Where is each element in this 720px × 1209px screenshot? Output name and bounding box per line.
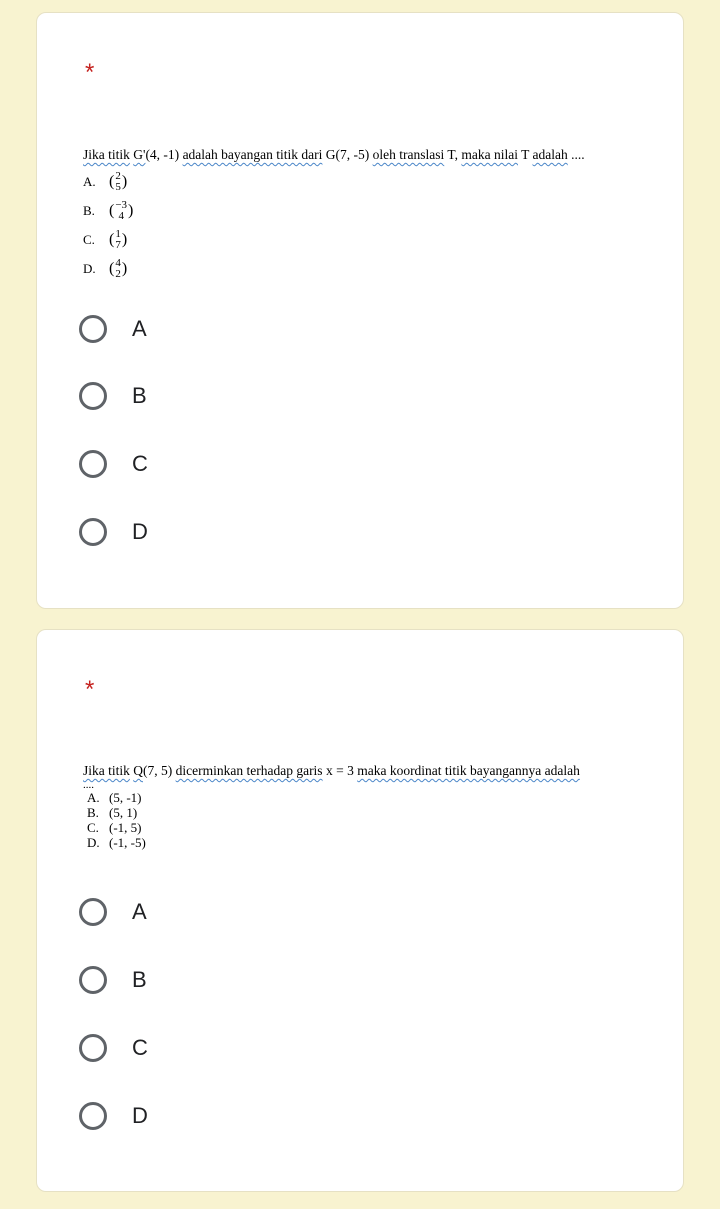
radio-button-c[interactable] — [79, 1034, 107, 1062]
option-label-a: A — [132, 899, 147, 924]
question-ellipsis: .... — [83, 779, 94, 791]
option-b[interactable] — [79, 960, 147, 1000]
option-label-a: A — [132, 316, 147, 341]
radio-button-c[interactable] — [79, 450, 107, 478]
choice-line-b: B. ( −3 4 ) — [83, 198, 134, 222]
option-label-d: D — [132, 1103, 148, 1128]
required-asterisk: * — [85, 676, 95, 703]
option-label-b: B — [132, 967, 147, 992]
required-asterisk: * — [85, 59, 95, 86]
radio-button-a[interactable] — [79, 898, 107, 926]
option-c[interactable] — [79, 1028, 148, 1068]
option-d[interactable] — [79, 512, 148, 552]
question-text-1: Jika titik G'(4, -1) adalah bayangan titik dari G(7, -5) oleh translasi T, maka nilai T adalah .... — [83, 147, 585, 162]
option-label-d: D — [132, 519, 148, 544]
radio-button-b[interactable] — [79, 382, 107, 410]
option-label-c: C — [132, 1035, 148, 1060]
option-a[interactable] — [79, 892, 147, 932]
question-card-1 — [36, 12, 684, 609]
choice-line-a: A. (5, -1) — [87, 790, 142, 805]
choice-line-b: B. (5, 1) — [87, 805, 138, 820]
radio-button-a[interactable] — [79, 315, 107, 343]
option-b[interactable] — [79, 376, 147, 416]
question-text-2: Jika titik Q(7, 5) dicerminkan terhadap garis x = 3 maka koordinat titik bayangannya adalah — [83, 763, 580, 778]
option-d[interactable] — [79, 1096, 148, 1136]
option-a[interactable] — [79, 309, 147, 349]
question-card-2 — [36, 629, 684, 1192]
option-c[interactable] — [79, 444, 148, 484]
question-image-2 — [83, 763, 673, 850]
option-label-c: C — [132, 451, 148, 476]
option-label-b: B — [132, 383, 147, 408]
choice-line-d: D. ( 4 2 ) — [83, 256, 128, 280]
choice-line-d: D. (-1, -5) — [87, 835, 146, 850]
radio-button-b[interactable] — [79, 966, 107, 994]
choice-line-a: A. ( 2 5 ) — [83, 169, 128, 193]
radio-button-d[interactable] — [79, 1102, 107, 1130]
question-image-1 — [83, 147, 673, 283]
radio-button-d[interactable] — [79, 518, 107, 546]
choice-line-c: C. (-1, 5) — [87, 820, 142, 835]
choice-line-c: C. ( 1 7 ) — [83, 227, 128, 251]
